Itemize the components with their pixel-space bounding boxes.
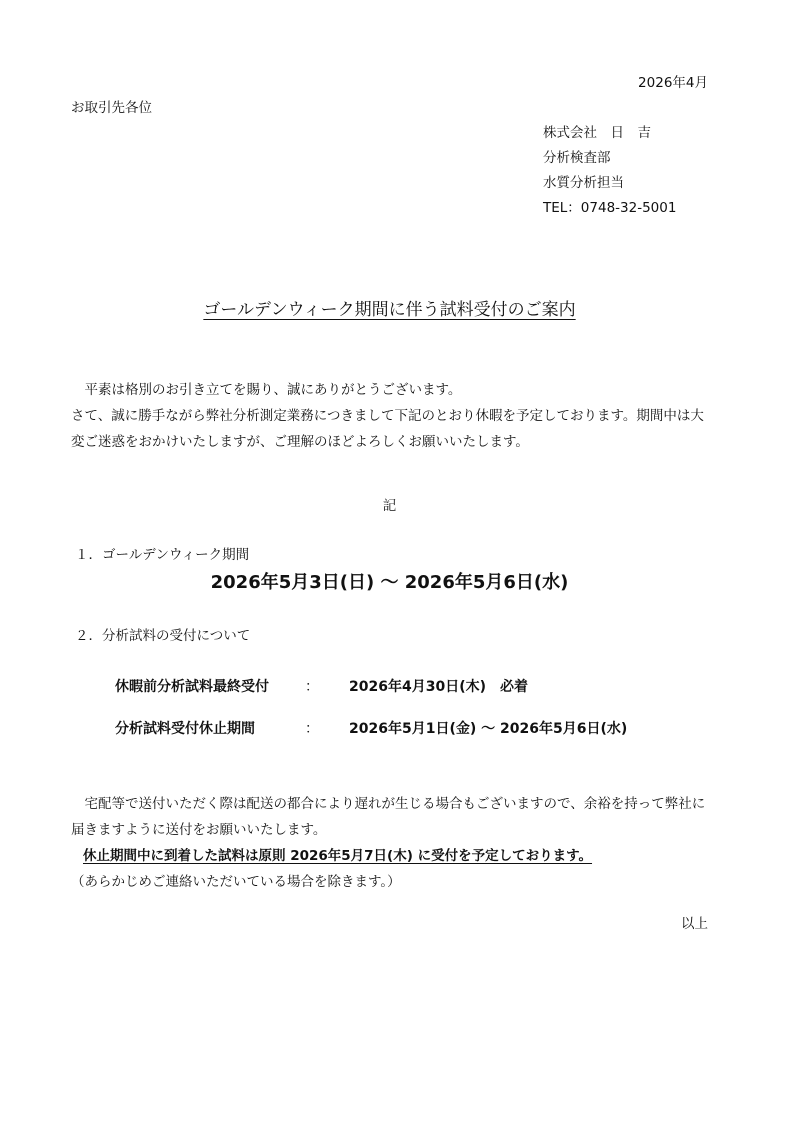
row-value: 2026年4月30日(木) 必着 xyxy=(349,679,528,695)
closing-word: 以上 xyxy=(681,916,708,932)
section-1-heading: １．ゴールデンウィーク期間 xyxy=(75,547,250,563)
notice-note: （あらかじめご連絡いただいている場合を除きます。） xyxy=(71,874,401,890)
row-value: 2026年5月1日(金) ～ 2026年5月6日(水) xyxy=(349,721,628,737)
row-colon: ： xyxy=(305,721,319,737)
row-label: 分析試料受付休止期間 xyxy=(115,721,255,737)
recipient: お取引先各位 xyxy=(71,100,152,116)
notice-line: 宅配等で送付いただく際は配送の都合により遅れが生じる場合もございますので、余裕を持って弊社に届きますように送付をお願いいたします。 xyxy=(71,796,706,838)
sender-section: 水質分析担当 xyxy=(543,175,624,191)
suspension-period-row xyxy=(115,722,627,736)
last-reception-row xyxy=(115,680,528,694)
document-date: 2026年4月 xyxy=(638,75,708,91)
holiday-period: 2026年5月3日(日) ～ 2026年5月6日(水) xyxy=(210,572,569,593)
intro-line-1: 平素は格別のお引き立てを賜り、誠にありがとうございます。 xyxy=(71,382,462,398)
sender-tel: TEL：0748-32-5001 xyxy=(543,200,677,216)
sender-department: 分析検査部 xyxy=(543,150,611,166)
section-2-heading: ２．分析試料の受付について xyxy=(75,628,251,644)
sender-block xyxy=(543,127,676,227)
notice-paragraph xyxy=(71,791,711,895)
intro-paragraph xyxy=(71,377,711,455)
document-title: ゴールデンウィーク期間に伴う試料受付のご案内 xyxy=(203,300,576,320)
sender-company: 株式会社 日 吉 xyxy=(543,125,651,141)
intro-line-2: さて、誠に勝手ながら弊社分析測定業務につきまして下記のとおり休暇を予定しております。期間中は大変ご迷惑をおかけいたしますが、ご理解のほどよろしくお願いいたします。 xyxy=(71,408,704,450)
notice-bold-line: 休止期間中に到着した試料は原則 2026年5月7日(木) に受付を予定しております。 xyxy=(83,848,593,864)
ki-heading: 記 xyxy=(382,498,397,514)
row-label: 休暇前分析試料最終受付 xyxy=(115,679,269,695)
row-colon: ： xyxy=(305,679,319,695)
